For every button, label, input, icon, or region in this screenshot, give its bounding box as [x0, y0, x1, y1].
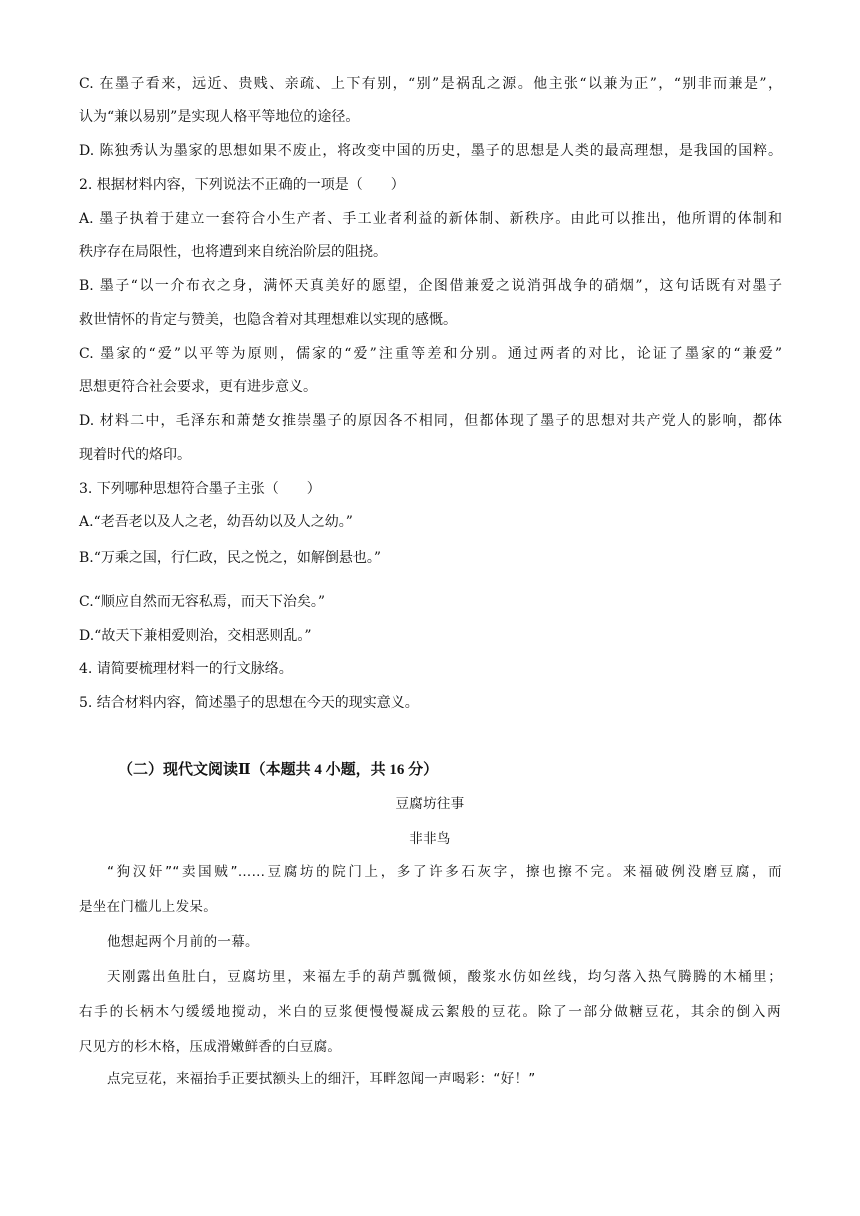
q2-option-c-line-1: C. 墨家的“爱”以平等为原则，儒家的“爱”注重等差和分别。通过两者的对比，论证了墨家的“兼爱”	[79, 346, 782, 362]
option-c-line-2: 认为“兼以易别”是实现人格平等地位的途径。	[79, 109, 360, 125]
question-4: 4. 请简要梳理材料一的行文脉络。	[79, 661, 293, 677]
question-3-stem: 3. 下列哪种思想符合墨子主张（ ）	[79, 481, 321, 497]
q3-option-b: B.“万乘之国，行仁政，民之悦之，如解倒悬也。”	[79, 550, 382, 566]
story-paragraph-1-line-1: “狗汉奸”“卖国贼”……豆腐坊的院门上，多了许多石灰字，擦也擦不完。来福破例没磨豆腐，而	[107, 864, 782, 880]
story-title: 豆腐坊往事	[395, 796, 465, 812]
q2-option-d-line-1: D. 材料二中，毛泽东和萧楚女推崇墨子的原因各不相同，但都体现了墨子的思想对共产党人的影响，都体	[79, 413, 782, 429]
story-paragraph-1-line-2: 是坐在门槛儿上发呆。	[79, 899, 217, 915]
story-paragraph-3-line-2: 右手的长柄木勺缓缓地搅动，米白的豆浆便慢慢凝成云絮般的豆花。除了一部分做糖豆花，其余的倒入两	[79, 1004, 781, 1020]
story-paragraph-3-line-1: 天刚露出鱼肚白，豆腐坊里，来福左手的葫芦瓢微倾，酸浆水仿如丝线，均匀落入热气腾腾的木桶里；	[107, 969, 782, 985]
q2-option-a-line-1: A. 墨子执着于建立一套符合小生产者、手工业者利益的新体制、新秩序。由此可以推出，他所谓的体制和	[79, 211, 782, 227]
q3-option-a: A.“老吾老以及人之老，幼吾幼以及人之幼。”	[79, 514, 353, 530]
q3-option-c: C.“顺应自然而无容私焉，而天下治矣。”	[79, 594, 325, 610]
q2-option-d-line-2: 现着时代的烙印。	[79, 447, 191, 463]
story-paragraph-2: 他想起两个月前的一幕。	[107, 934, 259, 950]
story-paragraph-3-line-3: 尺见方的杉木格，压成滑嫩鲜香的白豆腐。	[79, 1039, 342, 1055]
section-heading: （二）现代文阅读Ⅱ（本题共 4 小题，共 16 分）	[118, 762, 439, 778]
q3-option-d: D.“故天下兼相爱则治，交相恶则乱。”	[79, 628, 312, 644]
q2-option-b-line-1: B. 墨子“以一介布衣之身，满怀天真美好的愿望，企图借兼爱之说消弭战争的硝烟”，这句话既有对墨子	[79, 278, 782, 294]
q2-option-b-line-2: 救世情怀的肯定与赞美，也隐含着对其理想难以实现的感慨。	[79, 312, 457, 328]
story-paragraph-4: 点完豆花，来福抬手正要拭额头上的细汗，耳畔忽闻一声喝彩：“好！”	[107, 1071, 536, 1087]
q2-option-a-line-2: 秩序存在局限性，也将遭到来自统治阶层的阻挠。	[79, 244, 387, 260]
option-d-line: D. 陈独秀认为墨家的思想如果不废止，将改变中国的历史，墨子的思想是人类的最高理想，是我国的国粹。	[79, 143, 782, 159]
story-author: 非非鸟	[409, 831, 451, 847]
q2-option-c-line-2: 思想更符合社会要求，更有进步意义。	[79, 379, 317, 395]
question-2-stem: 2. 根据材料内容，下列说法不正确的一项是（ ）	[79, 177, 405, 193]
option-c-line-1: C. 在墨子看来，远近、贵贱、亲疏、上下有别，“别”是祸乱之源。他主张“以兼为正”，“别非而兼是”，	[79, 76, 782, 92]
question-5: 5. 结合材料内容，简述墨子的思想在今天的现实意义。	[79, 695, 419, 711]
